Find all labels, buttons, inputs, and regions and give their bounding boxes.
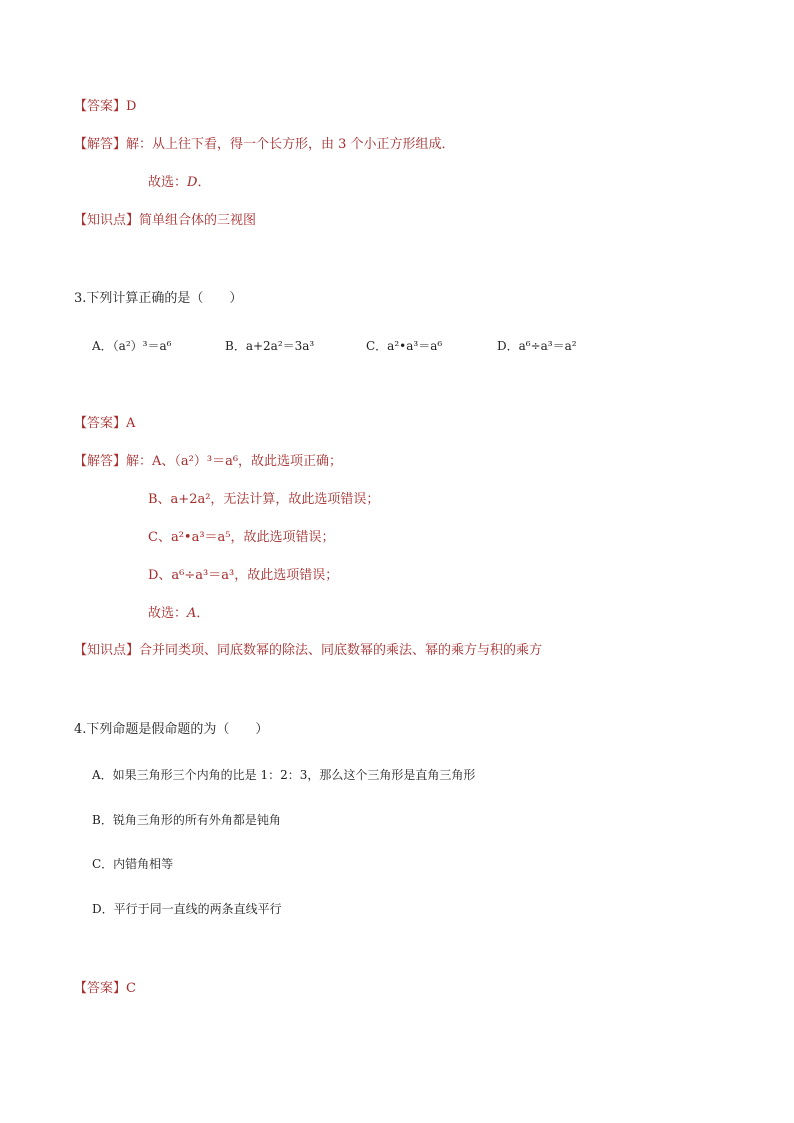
analysis-line-q2 (74, 136, 455, 154)
analysis-text: 解：从上往下看，得一个长方形，由 3 个小正方形组成． (126, 137, 455, 152)
choose-line-q2 (148, 174, 210, 192)
q4-option-a: A．如果三角形三个内角的比是 1：2：3，那么这个三角形是直角三角形 (92, 768, 476, 782)
q4-option-b: B．锐角三角形的所有外角都是钝角 (92, 813, 281, 827)
choose-prefix: 故选： (148, 175, 188, 190)
answer-tag: 【答案】 (74, 416, 127, 431)
answer-tag: 【答案】 (74, 99, 127, 114)
answer-line-q4 (74, 980, 136, 998)
knowledge-text: 简单组合体的三视图 (139, 213, 257, 228)
q3-option-d: D．a⁶÷a³＝a² (497, 339, 577, 353)
answer-line-q3 (74, 415, 135, 433)
knowledge-line-q3 (74, 642, 542, 660)
analysis-text-4: D、a⁶÷a³＝a³，故此选项错误； (148, 568, 339, 583)
q4-option-d: D．平行于同一直线的两条直线平行 (92, 902, 282, 916)
answer-value: D (126, 99, 137, 114)
question-4-stem: 4.下列命题是假命题的为（ ） (74, 722, 269, 737)
choose-suffix: ． (197, 175, 211, 190)
choose-line-q3 (148, 605, 209, 623)
analysis-text-1: 解：A、（a²）³＝a⁶，故此选项正确； (126, 454, 343, 469)
analysis-tag: 【解答】 (74, 137, 127, 152)
knowledge-tag: 【知识点】 (74, 213, 140, 228)
answer-value: C (126, 981, 136, 996)
knowledge-text: 合并同类项、同底数幂的除法、同底数幂的乘法、幂的乘方与积的乘方 (139, 643, 543, 658)
choose-suffix: ． (196, 606, 210, 621)
analysis-text-3: C、a²•a³＝a⁵，故此选项错误； (148, 530, 335, 545)
analysis-line-q3 (74, 453, 342, 471)
knowledge-line-q2 (74, 212, 256, 230)
q4-option-c: C．内错角相等 (92, 857, 174, 871)
analysis-text-2: B、a+2a²，无法计算，故此选项错误； (148, 492, 380, 507)
question-3-stem: 3.下列计算正确的是（ ） (74, 291, 243, 306)
answer-value: A (126, 416, 136, 431)
q3-option-b: B．a+2a²＝3a³ (225, 339, 315, 353)
choose-prefix: 故选： (148, 606, 188, 621)
knowledge-tag: 【知识点】 (74, 643, 140, 658)
answer-tag: 【答案】 (74, 981, 127, 996)
answer-line-q2 (74, 98, 136, 116)
q3-option-a: A．（a²）³＝a⁶ (92, 339, 172, 353)
q3-option-c: C．a²•a³＝a⁶ (366, 339, 443, 353)
choose-value: D (187, 175, 198, 190)
choose-value: A (187, 606, 197, 621)
analysis-tag: 【解答】 (74, 454, 127, 469)
